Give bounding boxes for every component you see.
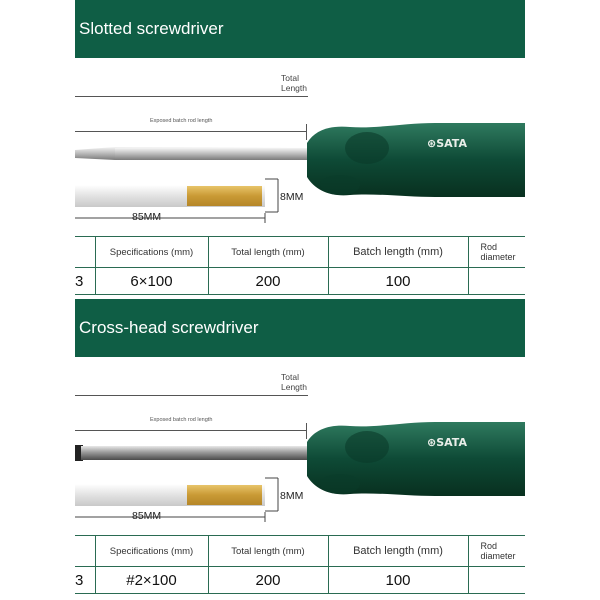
section-slotted [75, 0, 525, 300]
exposed-rod-label: Exposed batch rod length [150, 118, 213, 124]
rod [81, 446, 310, 460]
table-cell: 200 [208, 268, 328, 295]
table-header-cell: Total length (mm) [208, 237, 328, 268]
rod [115, 148, 310, 160]
table-header-cell: Batch length (mm) [328, 237, 468, 268]
bit-tip [187, 485, 262, 505]
exposed-rod-label: Exposed batch rod length [150, 417, 213, 423]
table-header-cell: Rod diameter [468, 536, 525, 567]
brand-logo: ⊛SATA [427, 137, 467, 150]
brand-logo: ⊛SATA [427, 436, 467, 449]
table-header-cell: Specifications (mm) [95, 536, 208, 567]
bit-length-label: 85MM [132, 510, 162, 522]
table-header-cell [75, 536, 95, 567]
table-cell: 6×100 [95, 268, 208, 295]
table-header-cell [75, 237, 95, 268]
diameter-label: 8MM [280, 191, 304, 203]
total-length-line [75, 96, 308, 97]
diameter-label: 8MM [280, 490, 304, 502]
screwdriver-illustration [75, 414, 525, 524]
table-cell: 100 [328, 567, 468, 594]
table-cell: #2×100 [95, 567, 208, 594]
table-cell: 3 [75, 268, 95, 295]
section-title-banner [75, 0, 525, 58]
bit-length-label: 85MM [132, 211, 162, 223]
table-cell: 3 [75, 567, 95, 594]
section-cross-head [75, 299, 525, 600]
spec-table [75, 535, 525, 593]
table-header-cell: Specifications (mm) [95, 237, 208, 268]
screwdriver-illustration [75, 115, 525, 225]
section-title: Cross-head screwdriver [79, 318, 259, 337]
total-length-label: Total Length [281, 372, 307, 392]
table-cell: 200 [208, 567, 328, 594]
table-header-cell: Rod diameter [468, 237, 525, 268]
spec-table [75, 236, 525, 294]
table-cell [468, 567, 525, 594]
table-cell: 100 [328, 268, 468, 295]
total-length-line [75, 395, 308, 396]
table-header-cell: Batch length (mm) [328, 536, 468, 567]
table-cell [468, 268, 525, 295]
section-title-banner [75, 299, 525, 357]
total-length-label: Total Length [281, 73, 307, 93]
table-header-cell: Total length (mm) [208, 536, 328, 567]
bit-tip [187, 186, 262, 206]
section-title: Slotted screwdriver [79, 19, 224, 38]
